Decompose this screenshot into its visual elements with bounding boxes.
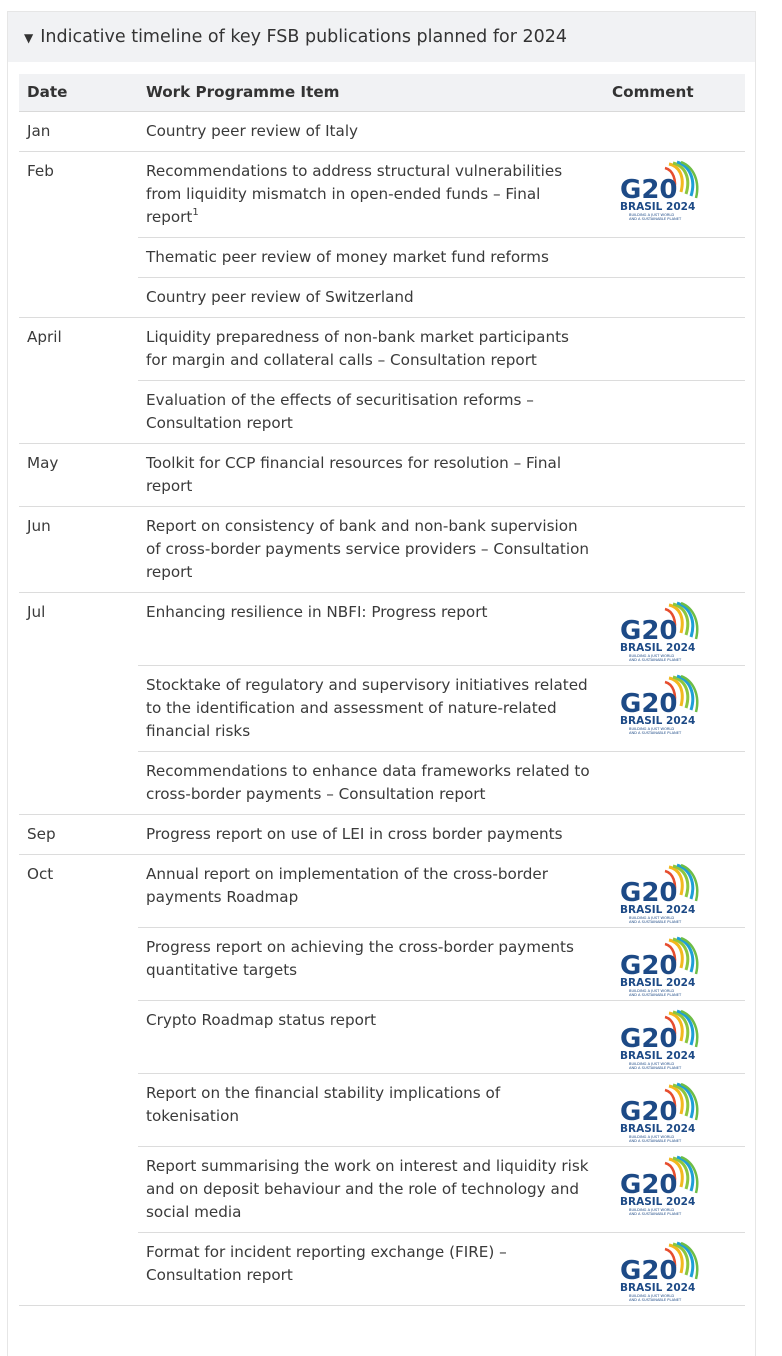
work-programme-item [138, 1001, 604, 1074]
row-date: Sep [19, 815, 138, 855]
svg-text:AND A SUSTAINABLE PLANET: AND A SUSTAINABLE PLANET [629, 1212, 682, 1216]
svg-text:G20: G20 [620, 1097, 678, 1127]
item-text: Recommendations to address structural vulnerabilities from liquidity mismatch in open-ended funds – Final report [146, 162, 563, 226]
item-text: Country peer review of Italy [146, 122, 359, 140]
table-header-row [19, 74, 745, 112]
item-text: Evaluation of the effects of securitisation reforms – Consultation report [146, 391, 534, 432]
svg-text:BRASIL 2024: BRASIL 2024 [620, 1196, 696, 1208]
svg-text:G20: G20 [620, 1256, 678, 1286]
work-programme-item [138, 444, 604, 507]
item-text: Toolkit for CCP financial resources for resolution – Final report [146, 454, 562, 495]
row-comment [604, 318, 745, 381]
svg-text:BRASIL 2024: BRASIL 2024 [620, 642, 696, 654]
g20-brasil-2024-logo [619, 934, 701, 1000]
svg-text:G20: G20 [620, 175, 678, 205]
g20-brasil-2024-logo [619, 1007, 701, 1073]
g20-brasil-2024-logo [619, 158, 701, 224]
svg-text:BUILDING A JUST WORLD: BUILDING A JUST WORLD [629, 989, 675, 993]
item-text: Thematic peer review of money market fund reforms [146, 248, 549, 266]
table-row [19, 444, 745, 507]
svg-text:AND A SUSTAINABLE PLANET: AND A SUSTAINABLE PLANET [629, 1139, 682, 1143]
work-programme-item [138, 278, 604, 318]
row-comment [604, 928, 745, 1001]
table-row [19, 815, 745, 855]
row-comment [604, 1074, 745, 1147]
svg-text:BUILDING A JUST WORLD: BUILDING A JUST WORLD [629, 1294, 675, 1298]
work-programme-item [138, 1233, 604, 1306]
svg-text:BRASIL 2024: BRASIL 2024 [620, 977, 696, 989]
svg-text:AND A SUSTAINABLE PLANET: AND A SUSTAINABLE PLANET [629, 217, 682, 221]
svg-text:BRASIL 2024: BRASIL 2024 [620, 201, 696, 213]
row-date: Oct [19, 855, 138, 1306]
row-comment [604, 1001, 745, 1074]
svg-text:AND A SUSTAINABLE PLANET: AND A SUSTAINABLE PLANET [629, 731, 682, 735]
svg-text:BUILDING A JUST WORLD: BUILDING A JUST WORLD [629, 1135, 675, 1139]
table-row [19, 507, 745, 593]
row-date: Jul [19, 593, 138, 815]
svg-text:G20: G20 [620, 616, 678, 646]
header-date: Date [19, 74, 138, 112]
row-comment [604, 238, 745, 278]
table-body [19, 112, 745, 1306]
row-date: April [19, 318, 138, 444]
svg-text:BUILDING A JUST WORLD: BUILDING A JUST WORLD [629, 916, 675, 920]
item-text: Country peer review of Switzerland [146, 288, 414, 306]
work-programme-item [138, 1074, 604, 1147]
item-text: Progress report on use of LEI in cross border payments [146, 825, 563, 843]
row-comment [604, 444, 745, 507]
work-programme-item [138, 593, 604, 666]
row-comment [604, 1147, 745, 1233]
table-row [19, 112, 745, 152]
svg-text:G20: G20 [620, 878, 678, 908]
svg-text:AND A SUSTAINABLE PLANET: AND A SUSTAINABLE PLANET [629, 993, 682, 997]
work-programme-item [138, 381, 604, 444]
triangle-down-icon[interactable]: ▼ [24, 31, 34, 45]
svg-text:G20: G20 [620, 689, 678, 719]
footnote-link[interactable]: 1 [192, 206, 199, 218]
svg-text:AND A SUSTAINABLE PLANET: AND A SUSTAINABLE PLANET [629, 920, 682, 924]
work-programme-item [138, 112, 604, 152]
row-comment [604, 152, 745, 238]
svg-text:BRASIL 2024: BRASIL 2024 [620, 1123, 696, 1135]
disclosure-summary[interactable] [8, 12, 755, 62]
g20-brasil-2024-logo [619, 1153, 701, 1219]
row-comment [604, 815, 745, 855]
g20-brasil-2024-logo [619, 1080, 701, 1146]
table-row [19, 593, 745, 666]
item-text: Format for incident reporting exchange (FIRE) – Consultation report [146, 1243, 507, 1284]
svg-text:G20: G20 [620, 1170, 678, 1200]
svg-text:BRASIL 2024: BRASIL 2024 [620, 904, 696, 916]
row-comment [604, 593, 745, 666]
disclosure-title: Indicative timeline of key FSB publications planned for 2024 [40, 27, 568, 47]
svg-text:G20: G20 [620, 1024, 678, 1054]
item-text: Recommendations to enhance data frameworks related to cross-border payments – Consultation report [146, 762, 590, 803]
svg-text:BUILDING A JUST WORLD: BUILDING A JUST WORLD [629, 1062, 675, 1066]
work-programme-item [138, 318, 604, 381]
item-text: Liquidity preparedness of non-bank market participants for margin and collateral calls – Consultation report [146, 328, 569, 369]
svg-text:AND A SUSTAINABLE PLANET: AND A SUSTAINABLE PLANET [629, 658, 682, 662]
row-comment [604, 381, 745, 444]
work-programme-item [138, 815, 604, 855]
row-comment [604, 112, 745, 152]
svg-text:AND A SUSTAINABLE PLANET: AND A SUSTAINABLE PLANET [629, 1066, 682, 1070]
g20-brasil-2024-logo [619, 861, 701, 927]
table-row [19, 152, 745, 238]
row-date: Jun [19, 507, 138, 593]
work-programme-item [138, 507, 604, 593]
timeline-disclosure [7, 11, 756, 1356]
svg-text:G20: G20 [620, 951, 678, 981]
work-programme-item [138, 928, 604, 1001]
header-comment: Comment [604, 74, 745, 112]
item-text: Report on consistency of bank and non-bank supervision of cross-border payments service providers – Consultation report [146, 517, 589, 581]
table-row [19, 855, 745, 928]
item-text: Stocktake of regulatory and supervisory initiatives related to the identification and assessment of nature-related financial risks [146, 676, 588, 740]
item-text: Report summarising the work on interest and liquidity risk and on deposit behaviour and the role of technology and social media [146, 1157, 589, 1221]
svg-text:BRASIL 2024: BRASIL 2024 [620, 715, 696, 727]
item-text: Annual report on implementation of the cross-border payments Roadmap [146, 865, 548, 906]
row-date: Jan [19, 112, 138, 152]
row-comment [604, 855, 745, 928]
svg-text:BUILDING A JUST WORLD: BUILDING A JUST WORLD [629, 213, 675, 217]
row-comment [604, 507, 745, 593]
item-text: Progress report on achieving the cross-border payments quantitative targets [146, 938, 574, 979]
svg-text:AND A SUSTAINABLE PLANET: AND A SUSTAINABLE PLANET [629, 1298, 682, 1302]
table-row [19, 318, 745, 381]
work-programme-item [138, 855, 604, 928]
row-comment [604, 278, 745, 318]
work-programme-item [138, 152, 604, 238]
row-comment [604, 752, 745, 815]
item-text: Crypto Roadmap status report [146, 1011, 377, 1029]
svg-text:BRASIL 2024: BRASIL 2024 [620, 1282, 696, 1294]
work-programme-item [138, 1147, 604, 1233]
item-text: Enhancing resilience in NBFI: Progress report [146, 603, 488, 621]
g20-brasil-2024-logo [619, 672, 701, 738]
g20-brasil-2024-logo [619, 1239, 701, 1305]
publications-table [19, 74, 745, 1306]
g20-brasil-2024-logo [619, 599, 701, 665]
row-date: May [19, 444, 138, 507]
work-programme-item [138, 666, 604, 752]
work-programme-item [138, 752, 604, 815]
svg-text:BUILDING A JUST WORLD: BUILDING A JUST WORLD [629, 727, 675, 731]
item-text: Report on the financial stability implications of tokenisation [146, 1084, 501, 1125]
row-comment [604, 1233, 745, 1306]
svg-text:BUILDING A JUST WORLD: BUILDING A JUST WORLD [629, 1208, 675, 1212]
svg-text:BRASIL 2024: BRASIL 2024 [620, 1050, 696, 1062]
row-date: Feb [19, 152, 138, 318]
row-comment [604, 666, 745, 752]
header-item: Work Programme Item [138, 74, 604, 112]
work-programme-item [138, 238, 604, 278]
svg-text:BUILDING A JUST WORLD: BUILDING A JUST WORLD [629, 654, 675, 658]
